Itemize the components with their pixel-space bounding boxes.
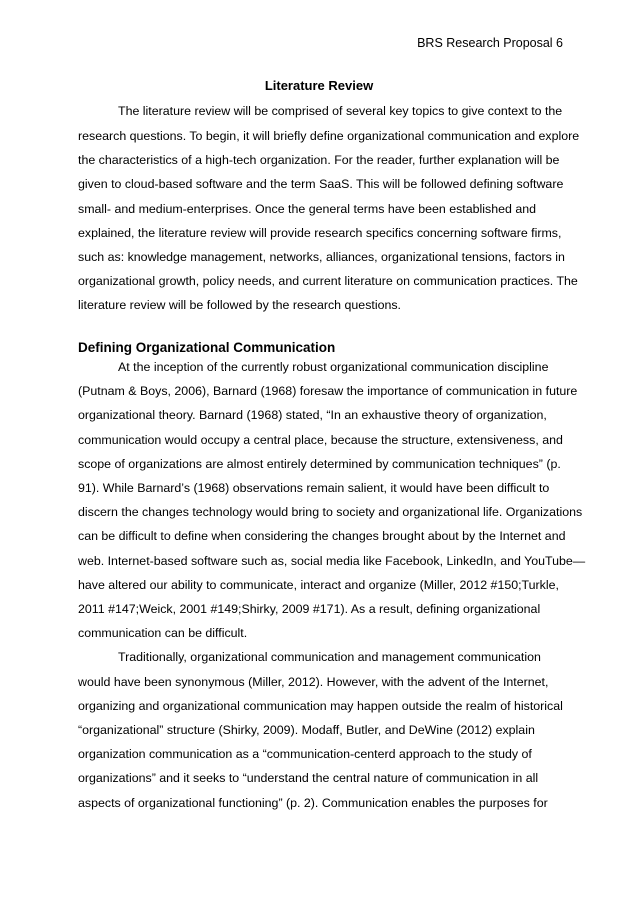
paragraph-line: 2011 #147;Weick, 2001 #149;Shirky, 2009 #171). As a result, defining organizational bbox=[78, 602, 541, 616]
section-heading: Defining Organizational Communication bbox=[78, 340, 336, 355]
paragraph-line: “organizational” structure (Shirky, 2009). Modaff, Butler, and DeWine (2012) explain bbox=[78, 723, 535, 737]
paragraph-line: At the inception of the currently robust organizational communication discipline bbox=[118, 360, 549, 374]
literature-review-title: Literature Review bbox=[264, 78, 374, 93]
paragraph-line: The literature review will be comprised of several key topics to give context to the bbox=[118, 104, 563, 118]
paragraph-line: organizations” and it seeks to “understand the central nature of communication in all bbox=[78, 771, 539, 785]
paragraph-line: small- and medium-enterprises. Once the general terms have been established and bbox=[78, 202, 537, 216]
paragraph-line: organizational theory. Barnard (1968) stated, “In an exhaustive theory of organization, bbox=[78, 408, 547, 422]
paragraph-line: would have been synonymous (Miller, 2012). However, with the advent of the Internet, bbox=[78, 675, 549, 689]
running-head: BRS Research Proposal 6 bbox=[417, 36, 563, 50]
paragraph-line: have altered our ability to communicate, interact and organize (Miller, 2012 #150;Turkle, bbox=[78, 578, 559, 592]
paragraph-line: literature review will be followed by the research questions. bbox=[78, 298, 402, 312]
paragraph-line: organizational growth, policy needs, and current literature on communication practices. The bbox=[78, 274, 578, 288]
paragraph-line: aspects of organizational functioning” (p. 2). Communication enables the purposes for bbox=[78, 796, 548, 810]
paragraph-line: organizing and organizational communication may happen outside the realm of historical bbox=[78, 699, 563, 713]
paragraph-line: such as: knowledge management, networks, alliances, organizational tensions, factors in bbox=[78, 250, 565, 264]
paragraph-line: communication can be difficult. bbox=[78, 626, 248, 640]
paragraph-line: can be difficult to define when considering the changes brought about by the Internet and bbox=[78, 529, 566, 543]
paragraph-line: organization communication as a “communication-centerd approach to the study of bbox=[78, 747, 532, 761]
paragraph-line: scope of organizations are almost entirely determined by communication techniques” (p. bbox=[78, 457, 561, 471]
paragraph-line: given to cloud-based software and the term SaaS. This will be followed defining software bbox=[78, 177, 564, 191]
paragraph-line: research questions. To begin, it will briefly define organizational communication and explore bbox=[78, 129, 580, 143]
paragraph-line: discern the changes technology would bring to society and organizational life. Organizations bbox=[78, 505, 583, 519]
paragraph-line: 91). While Barnard’s (1968) observations remain salient, it would have been difficult to bbox=[78, 481, 550, 495]
paragraph-line: web. Internet-based software such as, social media like Facebook, LinkedIn, and YouTube— bbox=[78, 554, 586, 568]
paragraph-line: communication would occupy a central place, because the structure, extensiveness, and bbox=[78, 433, 563, 447]
paragraph-line: (Putnam & Boys, 2006), Barnard (1968) foresaw the importance of communication in future bbox=[78, 384, 578, 398]
paragraph-line: Traditionally, organizational communication and management communication bbox=[118, 650, 541, 664]
paragraph-line: the characteristics of a high-tech organization. For the reader, further explanation will be bbox=[78, 153, 560, 167]
paragraph-line: explained, the literature review will provide research specifics concerning software firms, bbox=[78, 226, 562, 240]
